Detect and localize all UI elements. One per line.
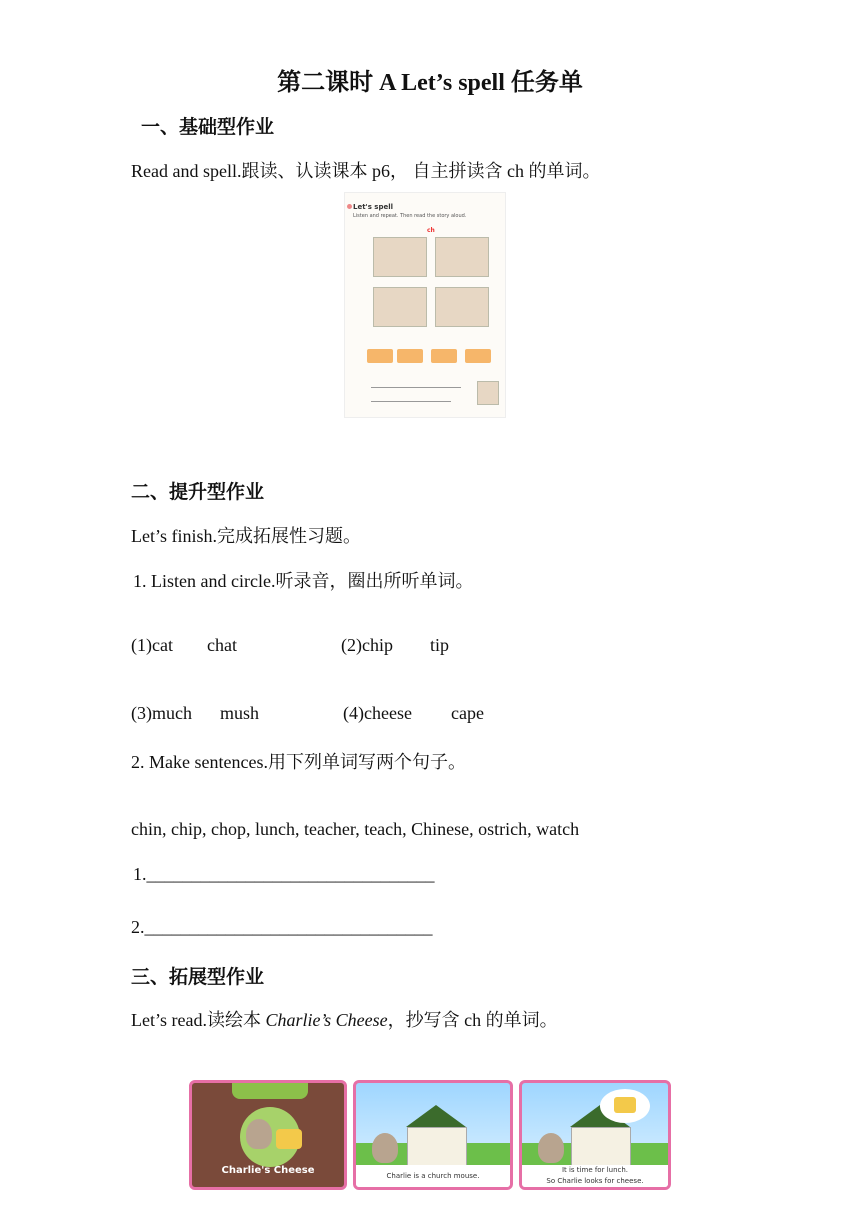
section2-heading: 二、提升型作业 — [131, 481, 265, 503]
bullet-icon — [347, 204, 352, 209]
cheese-illustration — [614, 1097, 636, 1113]
cover-banner — [232, 1081, 308, 1099]
word-option: mush — [220, 703, 260, 723]
page3-caption — [522, 1165, 668, 1187]
section3-heading: 三、拓展型作业 — [131, 966, 265, 988]
word-option: (2)chip — [341, 635, 393, 655]
textbook-heading: Let's spell — [353, 203, 394, 211]
textbook-ch-mark: ch — [427, 227, 435, 234]
word-option: chat — [207, 635, 237, 655]
textbook-picture — [477, 381, 499, 405]
page-title: 第二课时 A Let’s spell 任务单 — [277, 70, 583, 96]
answer-blank[interactable]: 2.________________________________ — [131, 917, 433, 937]
section3-instruction-post: ，抄写含 ch 的单词。 — [387, 1010, 558, 1030]
question-2: 2. Make sentences.用下列单词写两个句子。 — [131, 752, 466, 772]
section3-instruction-pre: Let’s read.读绘本 — [131, 1010, 266, 1030]
textbook-picture — [373, 287, 427, 327]
question-1: 1. Listen and circle.听录音，圈出所听单词。 — [133, 571, 474, 591]
word-tag — [465, 349, 491, 363]
write-line — [371, 387, 461, 388]
word-option: tip — [430, 635, 450, 655]
book-page-2-image — [353, 1080, 513, 1190]
church-roof — [406, 1105, 466, 1127]
word-tag — [397, 349, 423, 363]
answer-blank[interactable]: 1.________________________________ — [133, 864, 435, 884]
section1-instruction: Read and spell.跟读、认读课本 p6， 自主拼读含 ch 的单词。 — [131, 161, 601, 181]
section3-instruction — [131, 1006, 558, 1032]
textbook-picture — [373, 237, 427, 277]
word-option: (1)cat — [131, 635, 173, 655]
textbook-subtitle: Listen and repeat. Then read the story aloud. — [353, 213, 467, 219]
mouse-illustration — [246, 1119, 272, 1149]
mouse-illustration — [538, 1133, 564, 1163]
word-option: (3)much — [131, 703, 192, 723]
word-tag — [431, 349, 457, 363]
section2-instruction: Let’s finish.完成拓展性习题。 — [131, 526, 361, 546]
book-page-3-image — [519, 1080, 671, 1190]
cheese-illustration — [276, 1129, 302, 1149]
section1-heading: 一、基础型作业 — [141, 116, 275, 138]
book-cover-image — [189, 1080, 347, 1190]
textbook-page-image — [344, 192, 506, 418]
write-line — [371, 401, 451, 402]
textbook-picture — [435, 287, 489, 327]
word-tag — [367, 349, 393, 363]
textbook-picture — [435, 237, 489, 277]
word-option: cape — [451, 703, 484, 723]
page3-caption-line2: So Charlie looks for cheese. — [546, 1177, 644, 1185]
cover-title: Charlie's Cheese — [221, 1165, 315, 1176]
book-title: Charlie’s Cheese — [265, 1010, 388, 1030]
page2-caption: Charlie is a church mouse. — [356, 1165, 510, 1187]
word-list: chin, chip, chop, lunch, teacher, teach, Chinese, ostrich, watch — [131, 819, 580, 839]
word-option: (4)cheese — [343, 703, 412, 723]
mouse-illustration — [372, 1133, 398, 1163]
page3-caption-line1: It is time for lunch. — [561, 1166, 629, 1174]
